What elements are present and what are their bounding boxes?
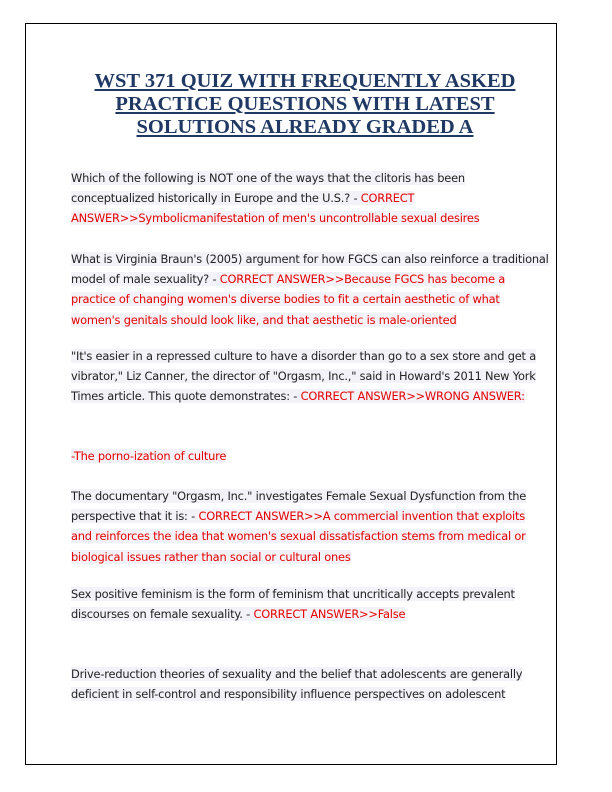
question-4-text: The documentary "Orgasm, Inc." investigates Female Sexual Dysfunction from the perspective that it is: - (71, 489, 527, 524)
question-2 (71, 249, 549, 330)
question-2-text: What is Virginia Braun's (2005) argument for how FGCS can also reinforce a traditional model of male sexuality? - (71, 252, 549, 287)
question-5-text: Sex positive feminism is the form of feminism that uncritically accepts prevalent discourses on female sexuality. - (71, 587, 515, 622)
question-6-text: Drive-reduction theories of sexuality and the belief that adolescents are generally deficient in self-control and responsibility influence perspectives on adolescent (71, 667, 523, 702)
question-1-text: Which of the following is NOT one of the ways that the clitoris has been conceptualized historically in Europe and the U.S.? - (71, 171, 465, 206)
document-title: WST 371 QUIZ WITH FREQUENTLY ASKED PRACTICE QUESTIONS WITH LATEST SOLUTIONS ALREADY GRADED A (94, 70, 516, 138)
question-1 (71, 168, 549, 229)
question-2-answer: CORRECT ANSWER>>Because FGCS has become a practice of changing women's diverse bodies to fit a certain aesthetic of what women's genitals should look like, and that aesthetic is male-oriented (71, 272, 506, 327)
question-3-answer-continued-text: -The porno-ization of culture (71, 449, 227, 463)
question-3-answer: CORRECT ANSWER>>WRONG ANSWER: (300, 389, 525, 404)
question-4 (71, 486, 549, 567)
question-3-answer-continued (71, 446, 549, 466)
question-3-text: "It's easier in a repressed culture to have a disorder than go to a sex store and get a vibrator," Liz Canner, the director of "Orgasm, Inc.," said in Howard's 2011 New York Times article. This quote demonstrates: - (71, 349, 537, 404)
question-4-answer: CORRECT ANSWER>>A commercial invention that exploits and reinforces the idea that women's sexual dissatisfaction stems from medical or biological issues rather than social or cultural ones (71, 509, 526, 564)
question-6 (71, 664, 549, 704)
question-5 (71, 584, 549, 624)
question-1-answer: CORRECT ANSWER>>Symbolicmanifestation of men's uncontrollable sexual desires (71, 191, 480, 226)
question-3 (71, 346, 549, 407)
question-5-answer: CORRECT ANSWER>>False (253, 607, 406, 622)
